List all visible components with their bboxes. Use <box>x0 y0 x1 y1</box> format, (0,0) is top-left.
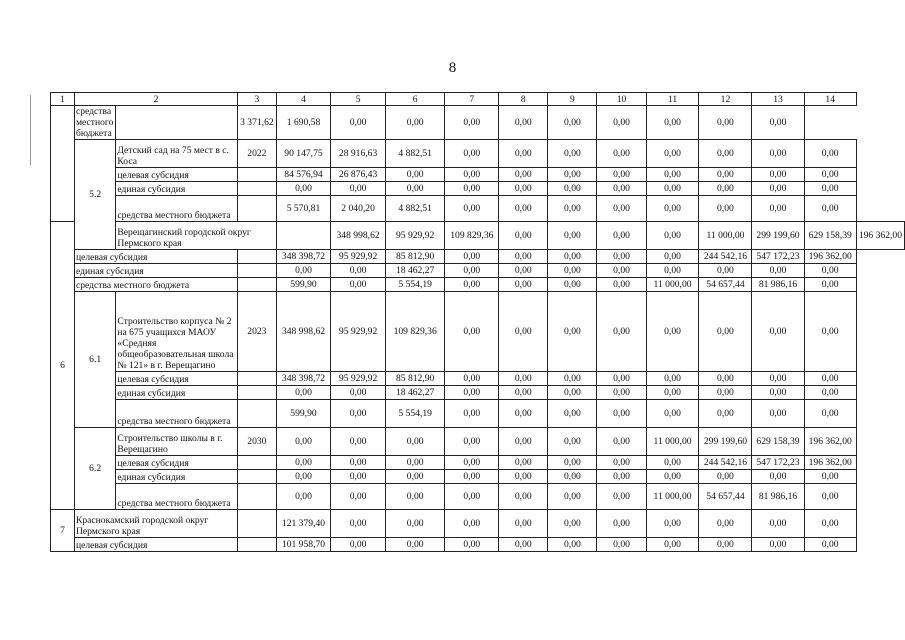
value-cell: 0,00 <box>597 182 646 196</box>
row-name: Детский сад на 75 мест в с. Коса <box>116 140 238 168</box>
value-cell: 0,00 <box>499 400 548 428</box>
value-cell: 0,00 <box>331 470 386 484</box>
value-cell: 95 929,92 <box>331 250 386 264</box>
value-cell: 0,00 <box>548 292 597 372</box>
value-cell: 629 158,39 <box>752 428 804 456</box>
value-cell: 0,00 <box>646 168 699 182</box>
value-cell: 0,00 <box>804 196 856 222</box>
value-cell: 0,00 <box>499 372 548 386</box>
value-cell: 0,00 <box>548 250 597 264</box>
value-cell: 109 829,36 <box>385 292 445 372</box>
value-cell: 0,00 <box>646 264 699 278</box>
value-cell: 11 000,00 <box>646 428 699 456</box>
value-cell: 18 462,27 <box>385 264 445 278</box>
value-cell: 0,00 <box>699 386 752 400</box>
value-cell: 0,00 <box>276 456 331 470</box>
value-cell: 599,90 <box>276 278 331 292</box>
value-cell: 0,00 <box>499 456 548 470</box>
value-cell: 0,00 <box>499 510 548 538</box>
value-cell: 0,00 <box>752 264 804 278</box>
value-cell: 0,00 <box>445 292 499 372</box>
value-cell: 26 876,43 <box>331 168 386 182</box>
value-cell: 0,00 <box>499 168 548 182</box>
value-cell: 0,00 <box>331 264 386 278</box>
row-year <box>238 470 277 484</box>
value-cell: 0,00 <box>276 182 331 196</box>
value-cell: 0,00 <box>385 182 445 196</box>
table-row <box>51 182 905 196</box>
row-year: 2022 <box>238 140 277 168</box>
header-cell: 3 <box>238 93 277 106</box>
value-cell: 0,00 <box>385 484 445 510</box>
value-cell: 0,00 <box>597 278 646 292</box>
row-name: средства местного бюджета <box>116 484 238 510</box>
value-cell: 0,00 <box>499 250 548 264</box>
table-row <box>51 140 905 168</box>
table-row <box>51 222 905 250</box>
table-row <box>51 484 905 510</box>
value-cell: 0,00 <box>548 470 597 484</box>
value-cell: 599,90 <box>276 400 331 428</box>
value-cell: 0,00 <box>804 510 856 538</box>
value-cell: 0,00 <box>276 386 331 400</box>
row-year <box>238 456 277 470</box>
header-cell: 4 <box>276 93 331 106</box>
value-cell: 0,00 <box>646 456 699 470</box>
value-cell: 0,00 <box>804 264 856 278</box>
group-code: 6 <box>51 222 75 510</box>
value-cell: 0,00 <box>548 510 597 538</box>
header-cell: 5 <box>331 93 386 106</box>
value-cell: 84 576,94 <box>276 168 331 182</box>
table-row <box>51 168 905 182</box>
value-cell: 5 570,81 <box>276 196 331 222</box>
value-cell: 0,00 <box>752 372 804 386</box>
value-cell: 0,00 <box>331 400 386 428</box>
value-cell: 0,00 <box>804 372 856 386</box>
page-number: 8 <box>448 60 457 76</box>
value-cell: 348 398,72 <box>276 250 331 264</box>
value-cell: 0,00 <box>597 456 646 470</box>
header-cell: 9 <box>548 93 597 106</box>
header-cell: 11 <box>646 93 699 106</box>
row-year: 2023 <box>238 292 277 372</box>
value-cell: 0,00 <box>445 428 499 456</box>
value-cell: 0,00 <box>646 292 699 372</box>
header-cell: 8 <box>499 93 548 106</box>
value-cell: 0,00 <box>752 106 804 140</box>
row-name: целевая субсидия <box>116 372 238 386</box>
row-year <box>238 400 277 428</box>
value-cell: 109 829,36 <box>445 222 499 250</box>
value-cell: 0,00 <box>804 484 856 510</box>
table-row <box>51 428 905 456</box>
value-cell: 0,00 <box>548 106 597 140</box>
value-cell: 196 362,00 <box>856 222 904 250</box>
value-cell: 0,00 <box>445 510 499 538</box>
value-cell: 0,00 <box>331 484 386 510</box>
value-cell: 0,00 <box>385 456 445 470</box>
row-year <box>238 250 277 264</box>
row-year <box>238 538 277 552</box>
value-cell: 0,00 <box>646 106 699 140</box>
row-name: средства местного бюджета <box>74 106 115 140</box>
budget-table-wrapper <box>50 92 905 552</box>
value-cell: 0,00 <box>597 264 646 278</box>
row-year <box>238 278 277 292</box>
value-cell: 0,00 <box>597 106 646 140</box>
value-cell: 95 929,92 <box>385 222 445 250</box>
row-name: средства местного бюджета <box>74 278 237 292</box>
row-year <box>116 106 238 140</box>
row-name: Строительство школы в г. Верещагино <box>116 428 238 456</box>
blank-cell <box>51 106 75 222</box>
value-cell: 0,00 <box>385 168 445 182</box>
value-cell: 0,00 <box>276 484 331 510</box>
table-row <box>51 250 905 264</box>
value-cell: 244 542,16 <box>699 250 752 264</box>
value-cell: 0,00 <box>445 106 499 140</box>
table-row <box>51 386 905 400</box>
value-cell: 0,00 <box>499 386 548 400</box>
value-cell: 348 998,62 <box>331 222 386 250</box>
value-cell: 0,00 <box>804 168 856 182</box>
value-cell: 299 199,60 <box>752 222 804 250</box>
value-cell: 101 958,70 <box>276 538 331 552</box>
value-cell: 0,00 <box>699 470 752 484</box>
value-cell: 85 812,90 <box>385 250 445 264</box>
row-year <box>238 386 277 400</box>
row-name: целевая субсидия <box>116 456 238 470</box>
value-cell: 0,00 <box>646 140 699 168</box>
value-cell: 0,00 <box>699 182 752 196</box>
row-name: единая субсидия <box>74 264 237 278</box>
value-cell: 547 172,23 <box>752 250 804 264</box>
table-row <box>51 510 905 538</box>
subgroup-code: 5.2 <box>74 140 115 250</box>
value-cell: 0,00 <box>548 196 597 222</box>
value-cell: 0,00 <box>752 292 804 372</box>
value-cell: 0,00 <box>445 484 499 510</box>
value-cell: 0,00 <box>445 400 499 428</box>
value-cell: 0,00 <box>276 428 331 456</box>
value-cell: 85 812,90 <box>385 372 445 386</box>
value-cell: 0,00 <box>699 264 752 278</box>
header-cell: 1 <box>51 93 75 106</box>
value-cell: 0,00 <box>445 196 499 222</box>
value-cell: 0,00 <box>445 470 499 484</box>
subgroup-code: 6.1 <box>74 292 115 428</box>
value-cell: 0,00 <box>752 510 804 538</box>
header-row <box>51 93 905 106</box>
value-cell: 0,00 <box>646 196 699 222</box>
value-cell: 11 000,00 <box>699 222 752 250</box>
value-cell: 0,00 <box>699 400 752 428</box>
value-cell: 0,00 <box>548 168 597 182</box>
value-cell: 0,00 <box>499 264 548 278</box>
value-cell: 0,00 <box>597 140 646 168</box>
value-cell: 0,00 <box>597 250 646 264</box>
value-cell: 121 379,40 <box>276 510 331 538</box>
value-cell: 5 554,19 <box>385 400 445 428</box>
value-cell: 0,00 <box>445 140 499 168</box>
value-cell: 0,00 <box>804 400 856 428</box>
value-cell: 0,00 <box>646 400 699 428</box>
value-cell: 90 147,75 <box>276 140 331 168</box>
row-name: единая субсидия <box>116 470 238 484</box>
value-cell: 0,00 <box>445 250 499 264</box>
header-cell: 6 <box>385 93 445 106</box>
value-cell: 0,00 <box>699 510 752 538</box>
row-name: единая субсидия <box>116 182 238 196</box>
value-cell: 0,00 <box>548 140 597 168</box>
value-cell: 0,00 <box>646 386 699 400</box>
value-cell: 4 882,51 <box>385 196 445 222</box>
value-cell: 81 986,16 <box>752 278 804 292</box>
value-cell: 0,00 <box>597 222 646 250</box>
value-cell: 95 929,92 <box>331 372 386 386</box>
value-cell: 0,00 <box>548 400 597 428</box>
row-year: 2030 <box>238 428 277 456</box>
value-cell: 0,00 <box>699 168 752 182</box>
value-cell: 0,00 <box>499 292 548 372</box>
value-cell: 0,00 <box>385 510 445 538</box>
value-cell: 0,00 <box>804 278 856 292</box>
value-cell: 0,00 <box>445 264 499 278</box>
value-cell: 547 172,23 <box>752 456 804 470</box>
value-cell: 0,00 <box>752 400 804 428</box>
value-cell: 299 199,60 <box>699 428 752 456</box>
value-cell: 0,00 <box>646 182 699 196</box>
value-cell: 0,00 <box>752 140 804 168</box>
value-cell: 0,00 <box>699 140 752 168</box>
value-cell: 0,00 <box>499 538 548 552</box>
value-cell: 244 542,16 <box>699 456 752 470</box>
value-cell: 95 929,92 <box>331 292 386 372</box>
value-cell: 0,00 <box>331 278 386 292</box>
value-cell: 0,00 <box>646 250 699 264</box>
header-cell: 2 <box>74 93 237 106</box>
value-cell: 0,00 <box>548 538 597 552</box>
value-cell: 0,00 <box>331 386 386 400</box>
value-cell: 0,00 <box>548 372 597 386</box>
row-name: целевая субсидия <box>116 168 238 182</box>
value-cell: 54 657,44 <box>699 278 752 292</box>
group-code: 7 <box>51 510 75 552</box>
value-cell: 28 916,63 <box>331 140 386 168</box>
row-year <box>276 222 331 250</box>
value-cell: 0,00 <box>597 386 646 400</box>
value-cell: 0,00 <box>331 538 386 552</box>
value-cell: 0,00 <box>597 196 646 222</box>
value-cell: 0,00 <box>445 386 499 400</box>
value-cell: 0,00 <box>548 264 597 278</box>
value-cell: 0,00 <box>499 196 548 222</box>
value-cell: 0,00 <box>276 470 331 484</box>
row-name: целевая субсидия <box>74 250 237 264</box>
value-cell: 0,00 <box>385 538 445 552</box>
value-cell: 0,00 <box>804 386 856 400</box>
table-row <box>51 400 905 428</box>
budget-table <box>50 92 905 552</box>
value-cell: 196 362,00 <box>804 428 856 456</box>
table-row <box>51 264 905 278</box>
value-cell: 2 040,20 <box>331 196 386 222</box>
value-cell: 0,00 <box>597 470 646 484</box>
value-cell: 0,00 <box>646 538 699 552</box>
row-year <box>238 510 277 538</box>
value-cell: 0,00 <box>331 456 386 470</box>
value-cell: 0,00 <box>445 456 499 470</box>
value-cell: 0,00 <box>752 538 804 552</box>
value-cell: 0,00 <box>331 106 386 140</box>
value-cell: 0,00 <box>752 386 804 400</box>
value-cell: 0,00 <box>699 106 752 140</box>
value-cell: 0,00 <box>499 470 548 484</box>
value-cell: 18 462,27 <box>385 386 445 400</box>
value-cell: 54 657,44 <box>699 484 752 510</box>
value-cell: 0,00 <box>499 106 548 140</box>
value-cell: 0,00 <box>699 372 752 386</box>
value-cell: 81 986,16 <box>752 484 804 510</box>
subgroup-code: 6.2 <box>74 428 115 510</box>
value-cell: 1 690,58 <box>276 106 331 140</box>
value-cell: 3 371,62 <box>238 106 277 140</box>
row-year <box>238 182 277 196</box>
value-cell: 0,00 <box>331 510 386 538</box>
header-cell: 10 <box>597 93 646 106</box>
value-cell: 0,00 <box>752 470 804 484</box>
header-cell: 13 <box>752 93 804 106</box>
value-cell: 0,00 <box>548 182 597 196</box>
row-year <box>238 372 277 386</box>
value-cell: 0,00 <box>646 470 699 484</box>
row-year <box>238 168 277 182</box>
value-cell: 0,00 <box>597 400 646 428</box>
table-row <box>51 538 905 552</box>
value-cell: 0,00 <box>548 222 597 250</box>
value-cell: 0,00 <box>597 168 646 182</box>
value-cell: 0,00 <box>597 292 646 372</box>
value-cell: 0,00 <box>385 428 445 456</box>
value-cell: 0,00 <box>804 470 856 484</box>
value-cell: 0,00 <box>331 428 386 456</box>
value-cell: 0,00 <box>499 278 548 292</box>
row-year <box>238 264 277 278</box>
value-cell: 0,00 <box>646 510 699 538</box>
value-cell: 0,00 <box>445 182 499 196</box>
value-cell: 0,00 <box>752 168 804 182</box>
row-year <box>238 484 277 510</box>
table-row <box>51 196 905 222</box>
value-cell: 0,00 <box>699 538 752 552</box>
table-row <box>51 470 905 484</box>
value-cell: 196 362,00 <box>804 250 856 264</box>
row-name: Краснокамский городской округ Пермского края <box>74 510 237 538</box>
value-cell: 0,00 <box>499 182 548 196</box>
table-row <box>51 278 905 292</box>
value-cell: 348 398,72 <box>276 372 331 386</box>
value-cell: 0,00 <box>597 372 646 386</box>
value-cell: 0,00 <box>548 278 597 292</box>
value-cell: 0,00 <box>646 222 699 250</box>
value-cell: 0,00 <box>548 428 597 456</box>
value-cell: 4 882,51 <box>385 140 445 168</box>
value-cell: 0,00 <box>699 196 752 222</box>
row-name: единая субсидия <box>116 386 238 400</box>
value-cell: 0,00 <box>752 182 804 196</box>
value-cell: 11 000,00 <box>646 278 699 292</box>
row-name: Верещагинский городской округ Пермского края <box>116 222 276 250</box>
table-row <box>51 372 905 386</box>
row-name: средства местного бюджета <box>116 400 238 428</box>
value-cell: 0,00 <box>597 484 646 510</box>
value-cell: 0,00 <box>597 428 646 456</box>
value-cell: 0,00 <box>445 538 499 552</box>
row-name: средства местного бюджета <box>116 196 238 222</box>
value-cell: 0,00 <box>646 372 699 386</box>
value-cell: 0,00 <box>499 428 548 456</box>
value-cell: 0,00 <box>804 538 856 552</box>
value-cell: 0,00 <box>499 484 548 510</box>
table-row <box>51 106 905 140</box>
value-cell: 196 362,00 <box>804 456 856 470</box>
value-cell: 0,00 <box>804 182 856 196</box>
value-cell: 0,00 <box>548 484 597 510</box>
header-cell: 7 <box>445 93 499 106</box>
value-cell: 348 998,62 <box>276 292 331 372</box>
value-cell: 0,00 <box>548 386 597 400</box>
table-row <box>51 456 905 470</box>
value-cell: 5 554,19 <box>385 278 445 292</box>
row-name: Строительство корпуса № 2 на 675 учащихся МАОУ «Средняя общеобразовательная школа № 121» в г. Верещагино <box>116 292 238 372</box>
value-cell: 0,00 <box>804 292 856 372</box>
value-cell: 0,00 <box>752 196 804 222</box>
value-cell: 0,00 <box>445 372 499 386</box>
value-cell: 0,00 <box>597 538 646 552</box>
value-cell: 0,00 <box>804 140 856 168</box>
value-cell: 0,00 <box>385 106 445 140</box>
row-year <box>238 196 277 222</box>
value-cell: 0,00 <box>548 456 597 470</box>
value-cell: 11 000,00 <box>646 484 699 510</box>
value-cell: 0,00 <box>499 222 548 250</box>
value-cell: 0,00 <box>499 140 548 168</box>
value-cell: 0,00 <box>331 182 386 196</box>
row-name: целевая субсидия <box>74 538 237 552</box>
value-cell: 0,00 <box>276 264 331 278</box>
value-cell: 629 158,39 <box>804 222 856 250</box>
value-cell: 0,00 <box>445 278 499 292</box>
value-cell: 0,00 <box>597 510 646 538</box>
value-cell: 0,00 <box>699 292 752 372</box>
header-cell: 12 <box>699 93 752 106</box>
header-cell: 14 <box>804 93 856 106</box>
scan-artifact-line <box>30 95 31 165</box>
table-row <box>51 292 905 372</box>
value-cell: 0,00 <box>445 168 499 182</box>
value-cell: 0,00 <box>385 470 445 484</box>
